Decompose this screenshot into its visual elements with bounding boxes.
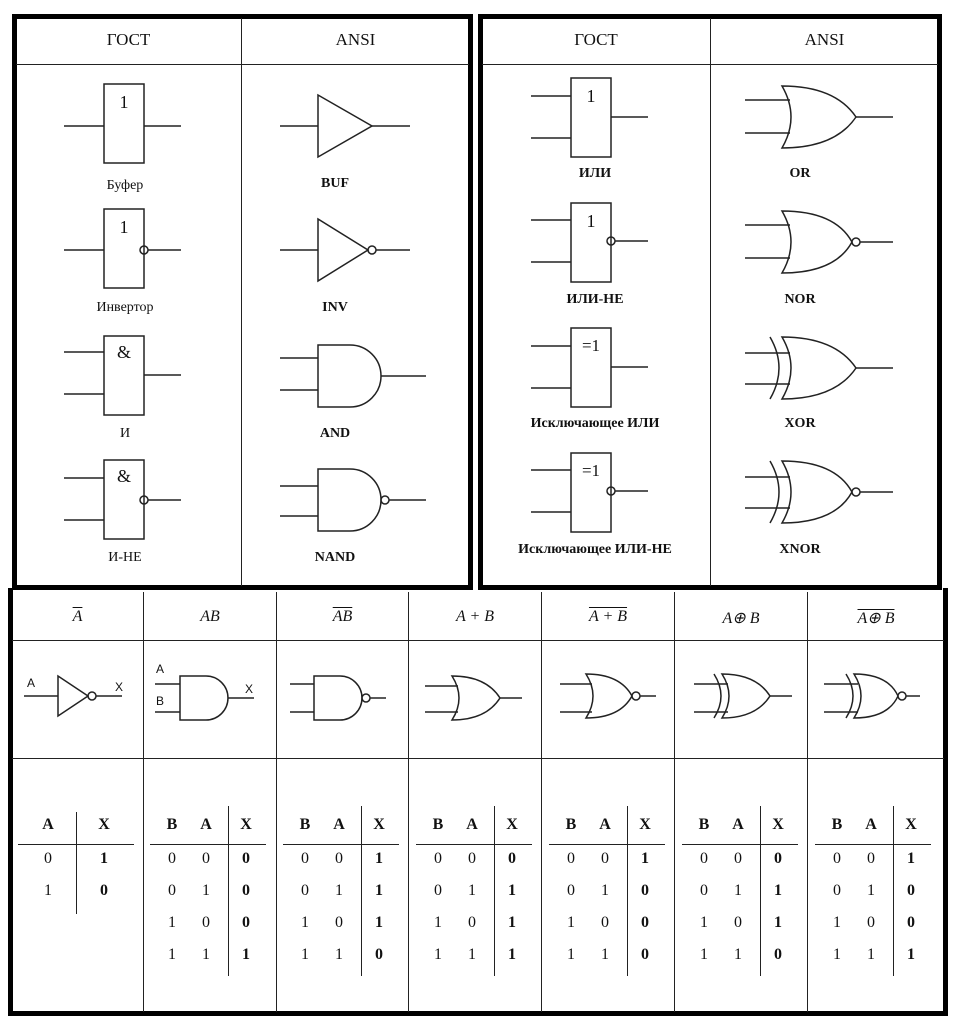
gost-inverter-label: Инвертор: [96, 300, 154, 315]
truth-table-and: [150, 812, 266, 982]
tt-xor-r3c1: 1: [734, 946, 742, 963]
ansi-nor-label: NOR: [784, 292, 816, 307]
tt-xnor-r1c1: 1: [867, 882, 875, 899]
tt-xnor-r2c1: 0: [867, 914, 875, 931]
tt-and-r0c1: 0: [202, 850, 210, 867]
bottom-and-pin-b: B: [155, 694, 164, 708]
expr-xor: A⊕ B: [722, 610, 760, 627]
tt-or-r3c1: 1: [468, 946, 476, 963]
tt-and-r2c1: 0: [202, 914, 210, 931]
tt-xor-hline: [682, 844, 798, 845]
tt-nand-r1c1: 1: [335, 882, 343, 899]
tt-not-r1c1: 0: [100, 882, 108, 899]
tt-and-h2: X: [240, 816, 252, 833]
tt-nor-h1: A: [599, 816, 611, 833]
gost-buffer-symbol-text: 1: [119, 92, 129, 112]
tt-xor-r0c0: 0: [700, 850, 708, 867]
tt-xor-h0: B: [698, 816, 710, 833]
tt-and-vline: [228, 806, 229, 976]
tt-nand-hline: [283, 844, 399, 845]
tt-xnor-r0c1: 0: [867, 850, 875, 867]
gost-inverter-symbol-text: 1: [119, 217, 129, 237]
tt-or-r0c1: 0: [468, 850, 476, 867]
tt-and-r3c1: 1: [202, 946, 210, 963]
tt-xor-r2c2: 1: [774, 914, 782, 931]
gost-nand-symbol-text: &: [116, 466, 131, 486]
expr-or: A + B: [455, 608, 495, 625]
tt-or-h0: B: [432, 816, 444, 833]
tt-nand-r2c0: 1: [301, 914, 309, 931]
ansi-inv-label: INV: [322, 300, 348, 315]
ansi-xnor-label: XNOR: [779, 542, 821, 557]
gost-nand-label: И-НЕ: [108, 550, 142, 565]
gost-nor-label: ИЛИ-НЕ: [566, 292, 624, 307]
tt-not-r0c1: 1: [100, 850, 108, 867]
tt-xnor-h1: A: [865, 816, 877, 833]
tt-nor-r1c2: 0: [641, 882, 649, 899]
expr-not-a: $\overline{A}$: [72, 608, 83, 625]
tt-nor-r1c0: 0: [567, 882, 575, 899]
tt-nor-r3c0: 1: [567, 946, 575, 963]
tt-not-r0c0: 0: [44, 850, 52, 867]
tt-xnor-r2c2: 0: [907, 914, 915, 931]
tt-nand-r1c2: 1: [375, 882, 383, 899]
tt-or-r2c2: 1: [508, 914, 516, 931]
tt-xor-r3c2: 0: [774, 946, 782, 963]
tt-and-r2c0: 1: [168, 914, 176, 931]
tt-nand-r0c1: 0: [335, 850, 343, 867]
tt-or-h1: A: [466, 816, 478, 833]
header-ansi-right: ANSI: [804, 30, 845, 49]
tt-nand-vline: [361, 806, 362, 976]
tt-and-r2c2: 0: [242, 914, 250, 931]
bottom-not-pin-x: X: [114, 680, 123, 694]
tt-xor-h2: X: [772, 816, 784, 833]
expr-and: AB: [200, 608, 220, 625]
ansi-and-label: AND: [319, 426, 351, 441]
gost-xor-label: Исключающее ИЛИ: [530, 416, 660, 431]
header-gost-left: ГОСТ: [106, 30, 151, 49]
tt-nor-r0c2: 1: [641, 850, 649, 867]
tt-or-r0c0: 0: [434, 850, 442, 867]
tt-xor-vline: [760, 806, 761, 976]
truth-table-or: [416, 812, 532, 982]
tt-xnor-r1c2: 0: [907, 882, 915, 899]
tt-nor-r3c2: 0: [641, 946, 649, 963]
header-ansi-left: ANSI: [335, 30, 376, 49]
tt-nand-r0c2: 1: [375, 850, 383, 867]
tt-not-h1: X: [98, 816, 110, 833]
expr-nor: A + B: [588, 608, 628, 625]
tt-or-r3c0: 1: [434, 946, 442, 963]
tt-xor-r2c0: 1: [700, 914, 708, 931]
tt-xnor-r3c2: 1: [907, 946, 915, 963]
tt-or-r0c2: 0: [508, 850, 516, 867]
tt-and-r0c0: 0: [168, 850, 176, 867]
truth-table-xnor: [815, 812, 931, 982]
tt-xnor-r3c1: 1: [867, 946, 875, 963]
gost-xor-symbol-text: =1: [581, 336, 601, 355]
tt-nor-h2: X: [639, 816, 651, 833]
tt-nand-r0c0: 0: [301, 850, 309, 867]
tt-nor-h0: B: [565, 816, 577, 833]
tt-or-r2c1: 0: [468, 914, 476, 931]
tt-not-r1c0: 1: [44, 882, 52, 899]
gost-or-label: ИЛИ: [578, 166, 612, 181]
tt-nor-r0c0: 0: [567, 850, 575, 867]
gost-nor-symbol-text: 1: [586, 211, 596, 231]
ansi-nand-label: NAND: [314, 550, 356, 565]
tt-xor-r1c0: 0: [700, 882, 708, 899]
tt-nand-r2c2: 1: [375, 914, 383, 931]
tt-nand-r3c1: 1: [335, 946, 343, 963]
tt-and-r1c1: 1: [202, 882, 210, 899]
tt-nand-r3c2: 0: [375, 946, 383, 963]
tt-xor-h1: A: [732, 816, 744, 833]
gost-xnor-symbol-text: =1: [581, 461, 601, 480]
tt-xnor-r2c0: 1: [833, 914, 841, 931]
gost-xnor-label: Исключающее ИЛИ-НЕ: [518, 542, 672, 557]
tt-and-r3c0: 1: [168, 946, 176, 963]
tt-nand-r3c0: 1: [301, 946, 309, 963]
tt-or-h2: X: [506, 816, 518, 833]
expr-xnor: A⊕ B: [857, 610, 895, 627]
tt-or-hline: [416, 844, 532, 845]
header-gost-right: ГОСТ: [574, 30, 618, 49]
gost-and-label: И: [119, 426, 131, 441]
tt-and-r3c2: 1: [242, 946, 250, 963]
tt-xor-r2c1: 0: [734, 914, 742, 931]
ansi-xor-label: XOR: [784, 416, 816, 431]
tt-and-r1c0: 0: [168, 882, 176, 899]
gost-and-symbol-text: &: [116, 342, 131, 362]
tt-nor-r3c1: 1: [601, 946, 609, 963]
truth-table-nand: [283, 812, 399, 982]
gost-or-symbol-text: 1: [586, 86, 596, 106]
tt-or-r2c0: 1: [434, 914, 442, 931]
truth-table-not: [18, 812, 134, 922]
ansi-buf-label: BUF: [321, 176, 349, 191]
tt-nand-r2c1: 0: [335, 914, 343, 931]
truth-table-nor: [549, 812, 665, 982]
ansi-or-label: OR: [789, 166, 811, 181]
tt-nor-r2c1: 0: [601, 914, 609, 931]
truth-table-xor: [682, 812, 798, 982]
tt-nor-r1c1: 1: [601, 882, 609, 899]
expr-nand: $\overline{AB}$: [332, 608, 353, 625]
tt-nand-r1c0: 0: [301, 882, 309, 899]
tt-nand-h0: B: [299, 816, 311, 833]
tt-nor-hline: [549, 844, 665, 845]
tt-nor-r0c1: 0: [601, 850, 609, 867]
tt-xnor-vline: [893, 806, 894, 976]
tt-or-r3c2: 1: [508, 946, 516, 963]
tt-xor-r3c0: 1: [700, 946, 708, 963]
tt-xor-r0c2: 0: [774, 850, 782, 867]
tt-xor-r1c2: 1: [774, 882, 782, 899]
tt-xnor-r3c0: 1: [833, 946, 841, 963]
tt-xnor-r0c0: 0: [833, 850, 841, 867]
tt-or-r1c0: 0: [434, 882, 442, 899]
tt-xnor-hline: [815, 844, 931, 845]
tt-xnor-r1c0: 0: [833, 882, 841, 899]
tt-nor-vline: [627, 806, 628, 976]
tt-and-h0: B: [166, 816, 178, 833]
bottom-and-pin-x: X: [244, 682, 253, 696]
tt-nor-r2c0: 1: [567, 914, 575, 931]
tt-xnor-h2: X: [905, 816, 917, 833]
tt-not-h0: A: [42, 816, 54, 833]
tt-or-r1c2: 1: [508, 882, 516, 899]
tt-nor-r2c2: 0: [641, 914, 649, 931]
tt-nand-h2: X: [373, 816, 385, 833]
gost-buffer-label: Буфер: [106, 178, 144, 193]
tt-or-vline: [494, 806, 495, 976]
tt-xnor-h0: B: [831, 816, 843, 833]
tt-and-r1c2: 0: [242, 882, 250, 899]
tt-xor-r0c1: 0: [734, 850, 742, 867]
bottom-and-pin-a: A: [155, 662, 164, 676]
tt-or-r1c1: 1: [468, 882, 476, 899]
tt-not-vline: [76, 812, 77, 914]
tt-and-r0c2: 0: [242, 850, 250, 867]
tt-nand-h1: A: [333, 816, 345, 833]
tt-xor-r1c1: 1: [734, 882, 742, 899]
tt-and-h1: A: [200, 816, 212, 833]
tt-and-hline: [150, 844, 266, 845]
bottom-not-pin-a: A: [26, 676, 35, 690]
tt-xnor-r0c2: 1: [907, 850, 915, 867]
